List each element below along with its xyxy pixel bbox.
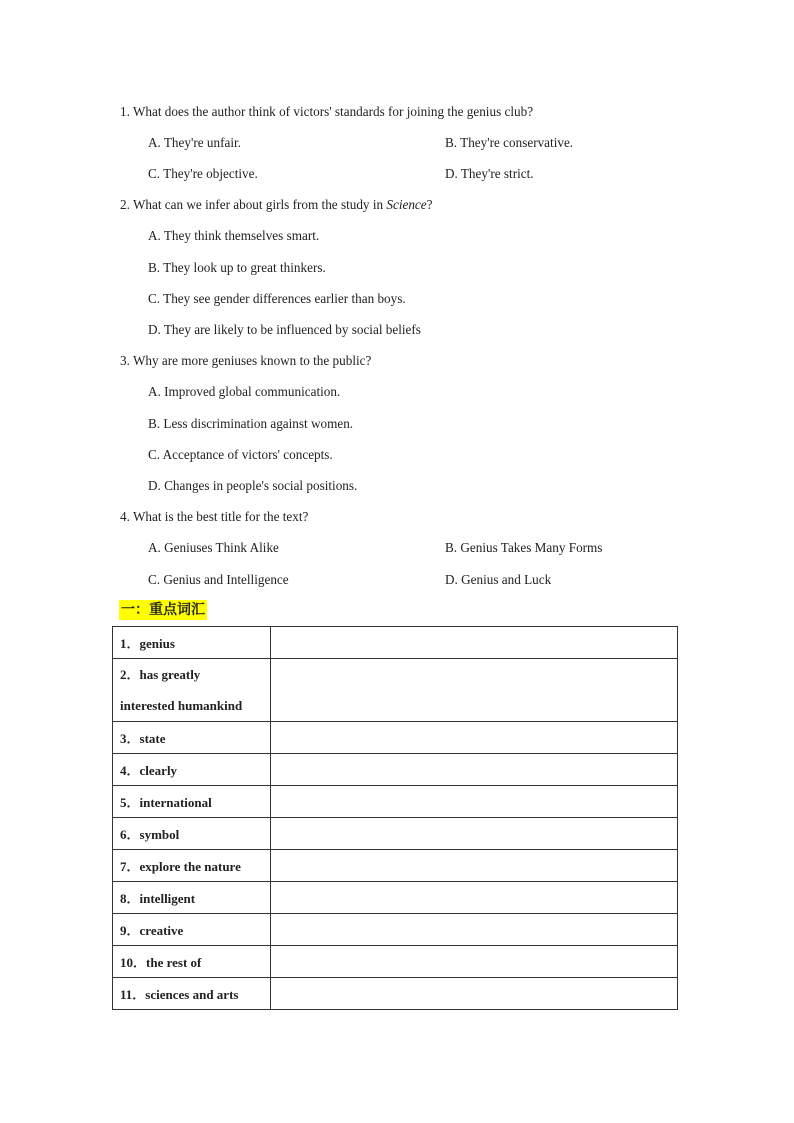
vocab-term: 6．symbol [113,818,271,850]
q2-stem-text: 2. What can we infer about girls from the study in [120,197,387,212]
vocab-answer-cell[interactable] [271,722,678,754]
q4-option-c: C. Genius and Intelligence [148,572,289,587]
q4-option-d: D. Genius and Luck [445,572,552,587]
table-row [113,786,678,818]
question-4-stem: 4. What is the best title for the text? [120,509,309,524]
question-1-stem: 1. What does the author think of victors' standards for joining the genius club? [120,104,534,119]
vocab-answer-cell[interactable] [271,882,678,914]
q1-option-b: B. They're conservative. [445,135,574,150]
q1-option-c: C. They're objective. [148,166,258,181]
vocab-answer-cell[interactable] [271,978,678,1010]
vocab-term: 11．sciences and arts [113,978,271,1010]
question-2-stem [120,197,433,213]
q2-stem-end: ? [426,197,433,212]
table-row [113,882,678,914]
vocab-term: 8．intelligent [113,882,271,914]
table-row [113,914,678,946]
vocab-term: 2．has greatly interested humankind [113,659,271,722]
vocab-answer-cell[interactable] [271,946,678,978]
table-row [113,722,678,754]
q4-option-a: A. Geniuses Think Alike [148,540,279,555]
q2-option-d: D. They are likely to be influenced by social beliefs [148,322,421,337]
table-row [113,978,678,1010]
vocab-answer-cell[interactable] [271,914,678,946]
vocab-term: 5．international [113,786,271,818]
vocab-term: 9．creative [113,914,271,946]
vocab-answer-cell[interactable] [271,659,678,722]
vocab-answer-cell[interactable] [271,818,678,850]
table-row [113,946,678,978]
table-row [113,627,678,659]
q3-option-c: C. Acceptance of victors' concepts. [148,447,333,462]
vocab-answer-cell[interactable] [271,627,678,659]
q2-option-a: A. They think themselves smart. [148,228,320,243]
vocab-term: 3．state [113,722,271,754]
q4-option-b: B. Genius Takes Many Forms [445,540,603,555]
vocab-table [112,626,678,1010]
vocab-term: 10．the rest of [113,946,271,978]
table-row [113,818,678,850]
table-row [113,659,678,722]
q3-option-b: B. Less discrimination against women. [148,416,354,431]
vocab-answer-cell[interactable] [271,786,678,818]
q2-option-b: B. They look up to great thinkers. [148,260,326,275]
vocab-answer-cell[interactable] [271,754,678,786]
table-row [113,754,678,786]
q2-option-c: C. They see gender differences earlier than boys. [148,291,406,306]
q3-option-d: D. Changes in people's social positions. [148,478,358,493]
vocab-term: 1．genius [113,627,271,659]
q2-stem-italic: Science [386,197,427,212]
q1-option-d: D. They're strict. [445,166,534,181]
vocab-term: 4．clearly [113,754,271,786]
q3-option-a: A. Improved global communication. [148,384,341,399]
vocab-term: 7．explore the nature [113,850,271,882]
section-heading: 一：重点词汇 [121,602,205,618]
table-row [113,850,678,882]
question-3-stem: 3. Why are more geniuses known to the public? [120,353,372,368]
q1-option-a: A. They're unfair. [148,135,241,150]
vocab-answer-cell[interactable] [271,850,678,882]
